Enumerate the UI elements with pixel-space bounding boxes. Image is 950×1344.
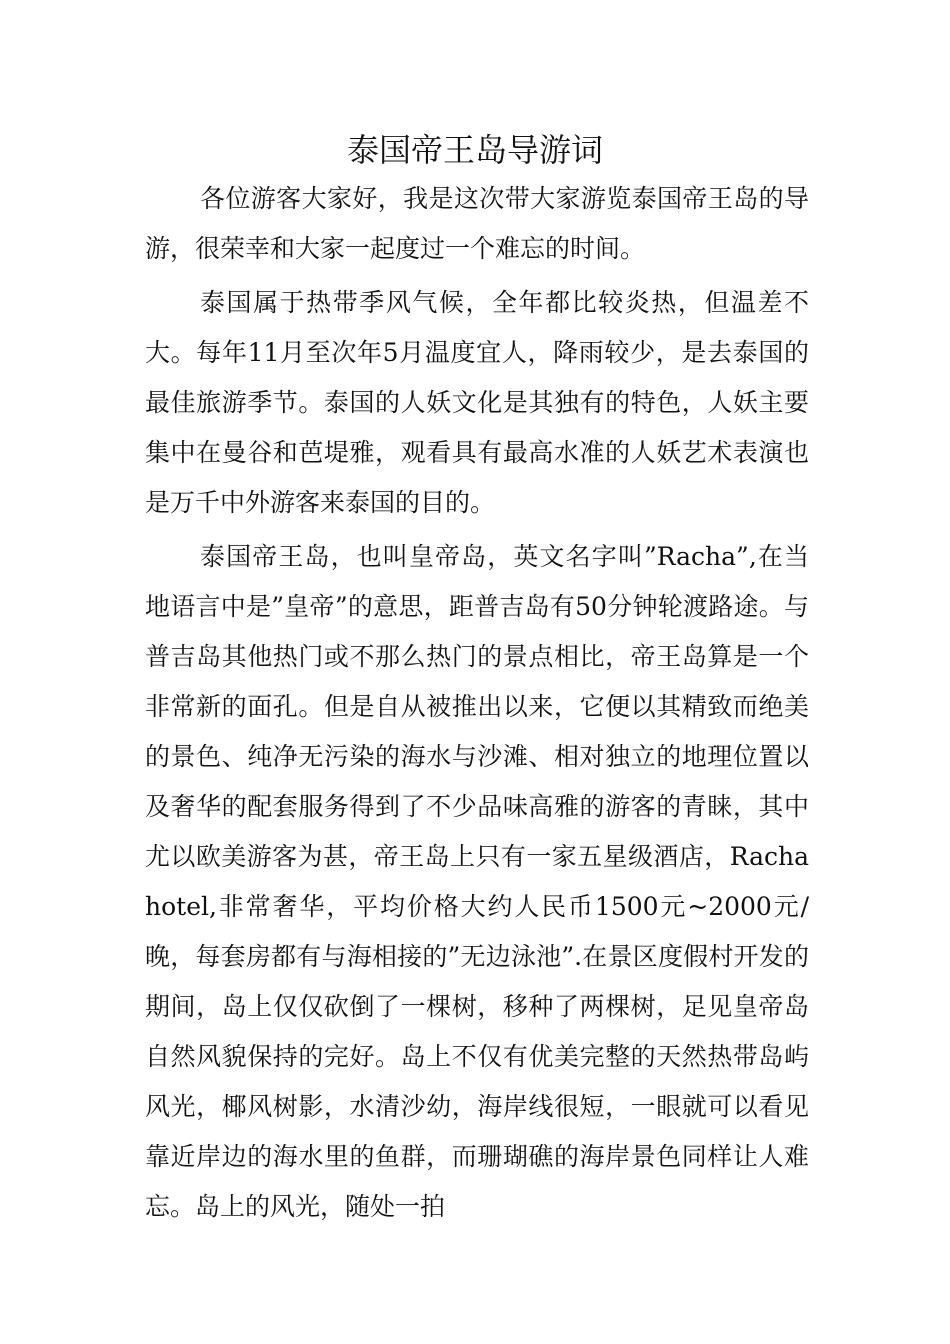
document-body: [145, 174, 809, 1236]
paragraph-racha-island: 泰国帝王岛，也叫皇帝岛，英文名字叫”Racha”,在当地语言中是”皇帝”的意思，距普吉岛有50分钟轮渡路途。与普吉岛其他热门或不那么热门的景点相比，帝王岛算是一个非常新的面孔。但是自从被推出以来，它便以其精致而绝美的景色、纯净无污染的海水与沙滩、相对独立的地理位置以及奢华的配套服务得到了不少品味高雅的游客的青睐，其中尤以欧美游客为甚，帝王岛上只有一家五星级酒店，Racha hotel,非常奢华，平均价格大约人民币1500元~2000元/晚，每套房都有与海相接的”无边泳池”.在景区度假村开发的期间，岛上仅仅砍倒了一棵树，移种了两棵树，足见皇帝岛自然风貌保持的完好。岛上不仅有优美完整的天然热带岛屿风光，椰风树影，水清沙幼，海岸线很短，一眼就可以看见靠近岸边的海水里的鱼群，而珊瑚礁的海岸景色同样让人难忘。岛上的风光，随处一拍: [145, 542, 809, 1221]
document-title: 泰国帝王岛导游词: [346, 131, 603, 169]
paragraph-climate: 泰国属于热带季风气候，全年都比较炎热，但温差不大。每年11月至次年5月温度宜人，降雨较少，是去泰国的最佳旅游季节。泰国的人妖文化是其独有的特色，人妖主要集中在曼谷和芭堤雅，观看具有最高水准的人妖艺术表演也是万千中外游客来泰国的目的。: [145, 288, 809, 517]
paragraph-greeting: 各位游客大家好，我是这次带大家游览泰国帝王岛的导游，很荣幸和大家一起度过一个难忘的时间。: [145, 184, 809, 263]
